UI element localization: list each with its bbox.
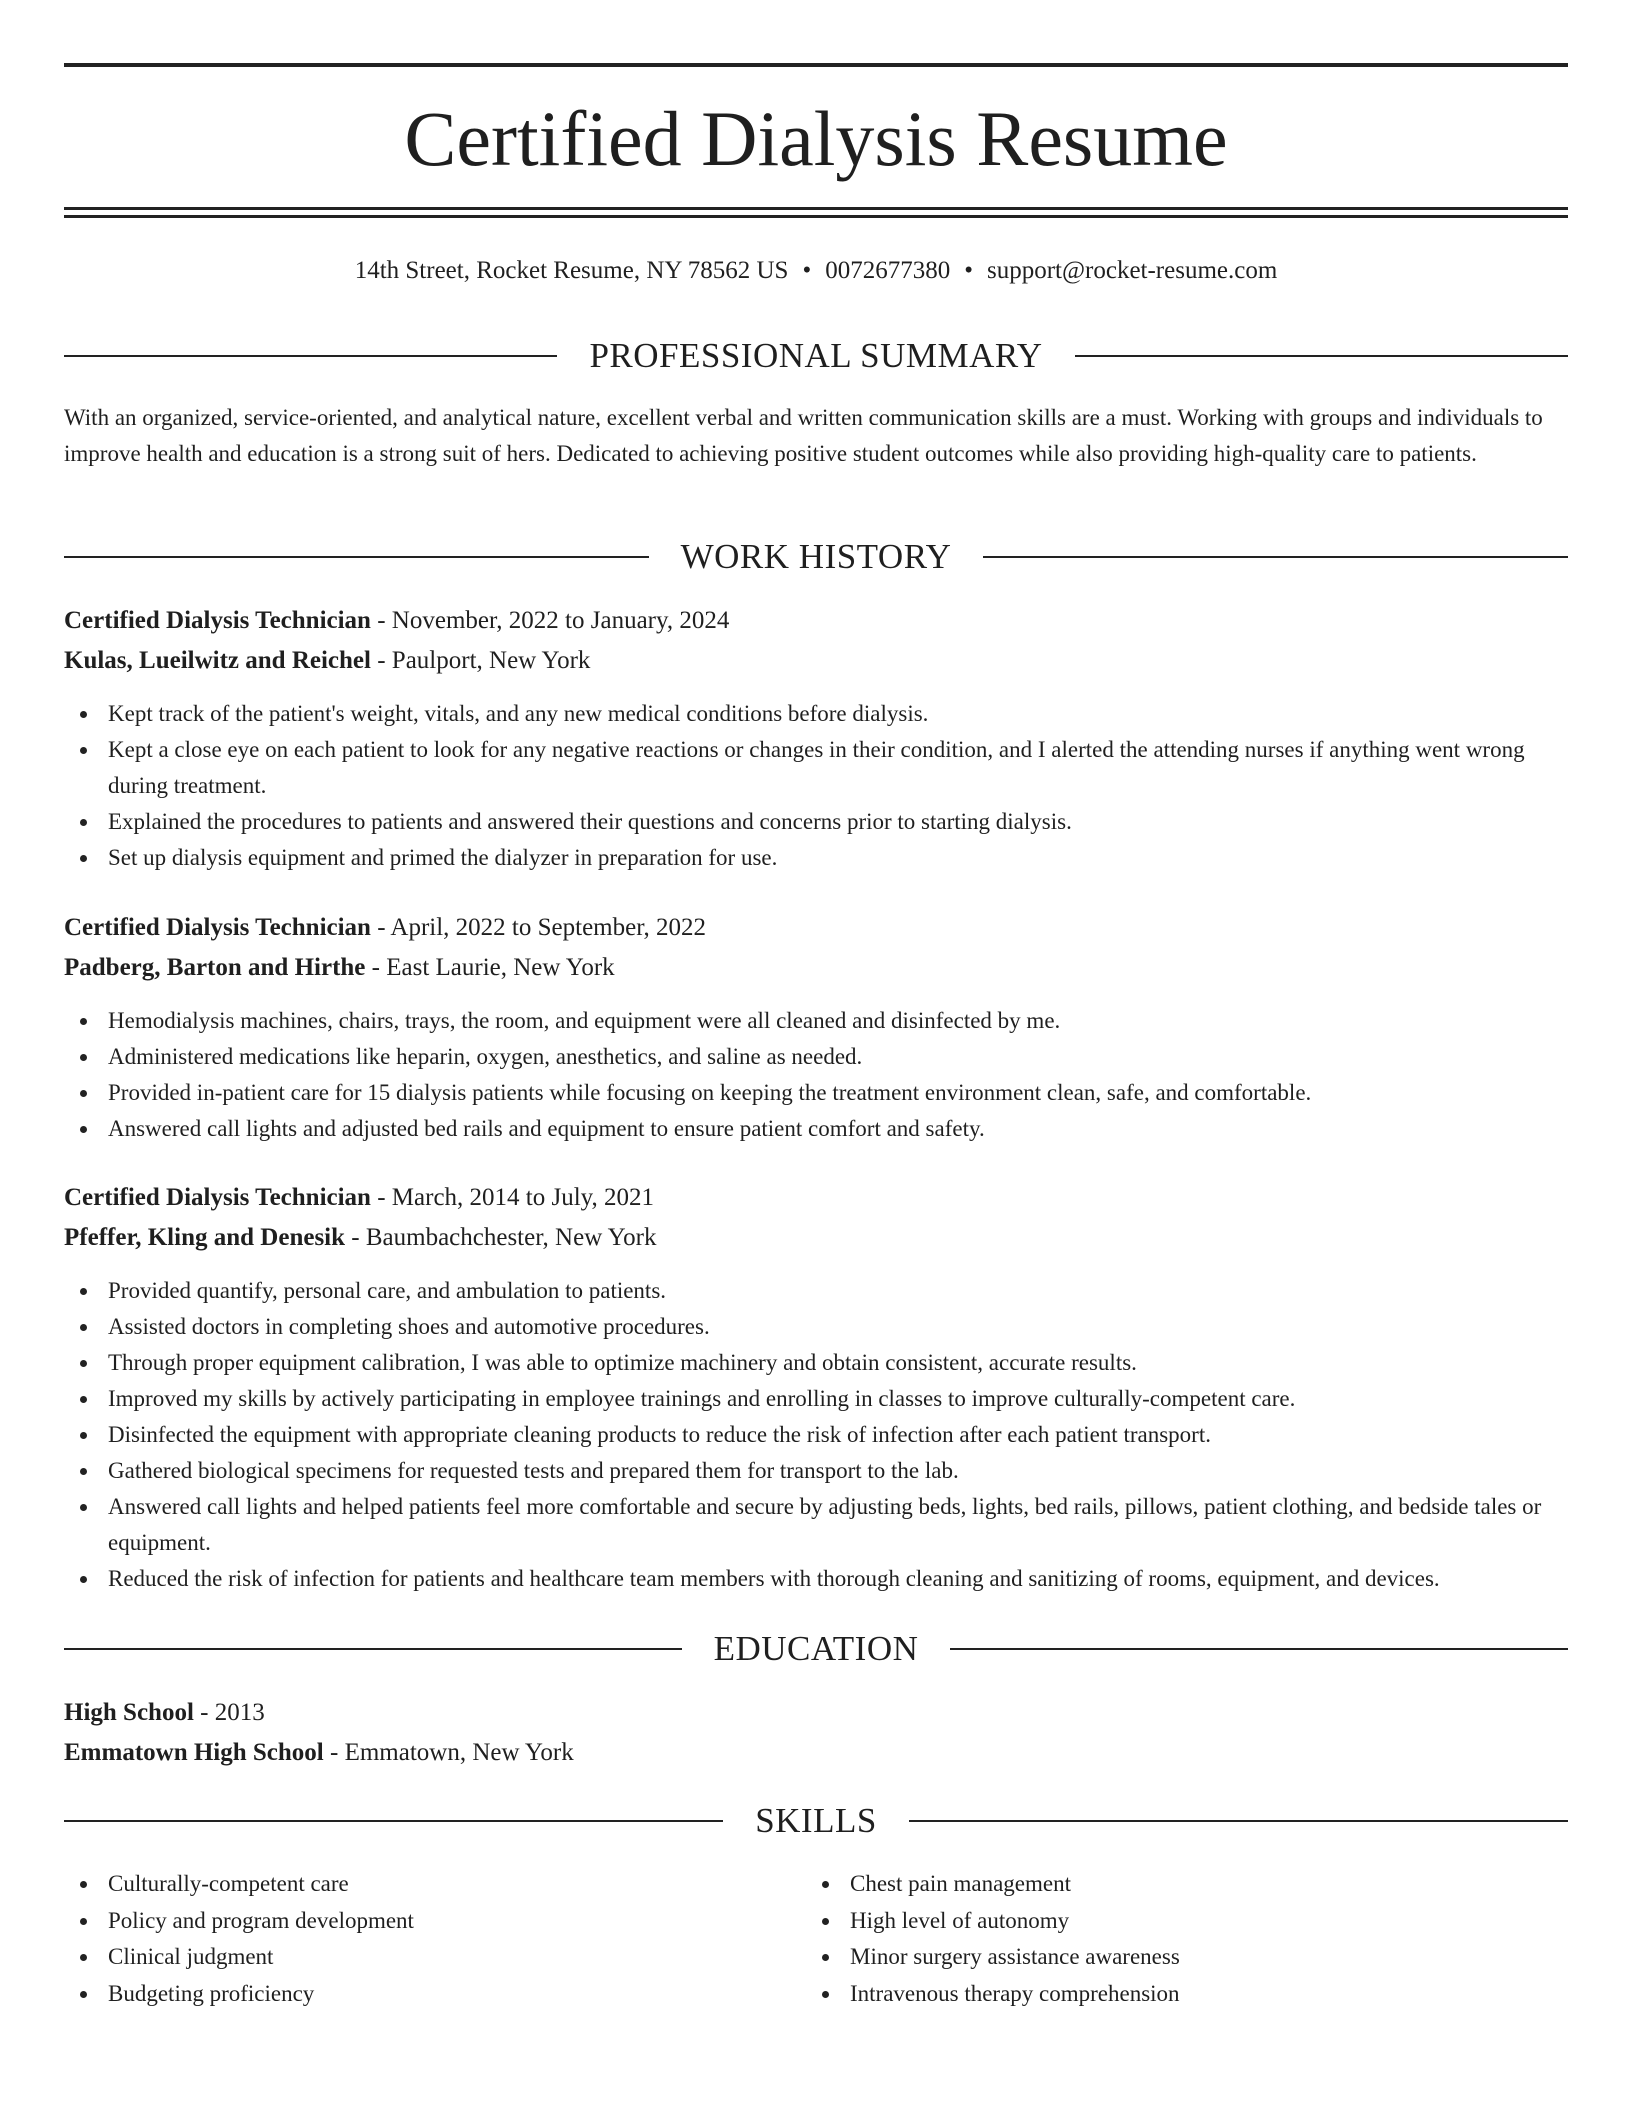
job-company: Pfeffer, Kling and Denesik [64,1224,346,1251]
education-location: - Emmatown, New York [323,1739,574,1766]
contact-address: 14th Street, Rocket Resume, NY 78562 US [354,257,789,284]
job-title: Certified Dialysis Technician [64,914,371,941]
section-title: WORK HISTORY [680,537,952,576]
job-company-line [64,1221,1568,1255]
list-item: Kept track of the patient's weight, vitals, and any new medical conditions before dialysis. [64,696,1568,732]
education-degree: High School [64,1699,194,1726]
list-item: Answered call lights and adjusted bed rails and equipment to ensure patient comfort and safety. [64,1111,1568,1147]
contact-separator: • [964,257,973,284]
skills-list-right [806,1866,1546,2012]
job-dates: - April, 2022 to September, 2022 [370,914,707,941]
title-bottom-rule [64,207,1568,210]
job-bullets [64,696,1568,876]
skill-item: Minor surgery assistance awareness [806,1939,1546,1976]
job-company: Kulas, Lueilwitz and Reichel [64,647,371,674]
title-top-rule [64,63,1568,67]
divider [64,1648,682,1650]
list-item: Disinfected the equipment with appropriate cleaning products to reduce the risk of infection after each patient transport. [64,1417,1568,1453]
section-title: SKILLS [755,1801,877,1840]
contact-phone: 0072677380 [825,257,951,284]
skill-item: Chest pain management [806,1866,1546,1903]
divider [950,1648,1568,1650]
skill-item: Culturally-competent care [64,1866,804,1903]
list-item: Through proper equipment calibration, I was able to optimize machinery and obtain consistent, accurate results. [64,1345,1568,1381]
section-heading-summary [64,336,1568,376]
education-school: Emmatown High School [64,1739,324,1766]
divider [64,556,649,558]
education-school-line [64,1736,1568,1770]
skill-item: High level of autonomy [806,1903,1546,1940]
contact-email[interactable]: support@rocket-resume.com [987,257,1278,284]
list-item: Provided in-patient care for 15 dialysis patients while focusing on keeping the treatment environment clean, safe, and comfortable. [64,1075,1568,1111]
section-heading-education [64,1629,1568,1669]
list-item: Improved my skills by actively participating in employee trainings and enrolling in classes to improve culturally-competent care. [64,1381,1568,1417]
job-bullets [64,1273,1568,1597]
skills-list-left [64,1866,804,2012]
job-location: - Baumbachchester, New York [345,1224,657,1251]
list-item: Reduced the risk of infection for patients and healthcare team members with thorough cleaning and sanitizing of rooms, equipment, and devices. [64,1561,1568,1597]
job-title-line [64,604,1568,638]
list-item: Kept a close eye on each patient to look for any negative reactions or changes in their condition, and I alerted the attending nurses if anything went wrong during treatment. [64,732,1568,804]
divider [64,355,557,357]
contact-separator: • [802,257,812,284]
divider [64,1820,723,1822]
education-degree-line [64,1696,1568,1730]
section-heading-skills [64,1801,1568,1841]
resume-title: Certified Dialysis Resume [404,95,1228,182]
skill-item: Policy and program development [64,1903,804,1940]
job-bullets [64,1003,1568,1147]
contact-line [64,254,1568,288]
list-item: Gathered biological specimens for requested tests and prepared them for transport to the lab. [64,1453,1568,1489]
job-location: - Paulport, New York [370,647,591,674]
skill-item: Clinical judgment [64,1939,804,1976]
section-title: PROFESSIONAL SUMMARY [589,336,1043,375]
job-company-line [64,644,1568,678]
job-company: Padberg, Barton and Hirthe [64,954,366,981]
list-item: Explained the procedures to patients and answered their questions and concerns prior to starting dialysis. [64,804,1568,840]
list-item: Provided quantify, personal care, and ambulation to patients. [64,1273,1568,1309]
education-year: - 2013 [193,1699,265,1726]
job-company-line [64,951,1568,985]
title-bottom-rule-second [64,215,1568,218]
list-item: Administered medications like heparin, oxygen, anesthetics, and saline as needed. [64,1039,1568,1075]
summary-paragraph: With an organized, service-oriented, and analytical nature, excellent verbal and written communication skills are a must. Working with groups and individuals to improve health and education is a strong suit of hers. Dedicated to achieving positive student outcomes while also providing high-quality care to patients. [64,405,1543,466]
skill-item: Budgeting proficiency [64,1976,804,2013]
job-title-line [64,1181,1568,1215]
job-dates: - November, 2022 to January, 2024 [370,607,730,634]
list-item: Hemodialysis machines, chairs, trays, the room, and equipment were all cleaned and disinfected by me. [64,1003,1568,1039]
divider [909,1820,1568,1822]
job-title-line [64,911,1568,945]
divider [983,556,1568,558]
list-item: Set up dialysis equipment and primed the dialyzer in preparation for use. [64,840,1568,876]
list-item: Assisted doctors in completing shoes and automotive procedures. [64,1309,1568,1345]
skill-item: Intravenous therapy comprehension [806,1976,1546,2013]
section-heading-work [64,537,1568,577]
job-title: Certified Dialysis Technician [64,1184,371,1211]
divider [1075,355,1568,357]
job-dates: - March, 2014 to July, 2021 [370,1184,655,1211]
section-title: EDUCATION [713,1629,919,1668]
list-item: Answered call lights and helped patients feel more comfortable and secure by adjusting beds, lights, bed rails, pillows, patient clothing, and bedside tales or equipment. [64,1489,1568,1561]
job-title: Certified Dialysis Technician [64,607,371,634]
job-location: - East Laurie, New York [365,954,615,981]
